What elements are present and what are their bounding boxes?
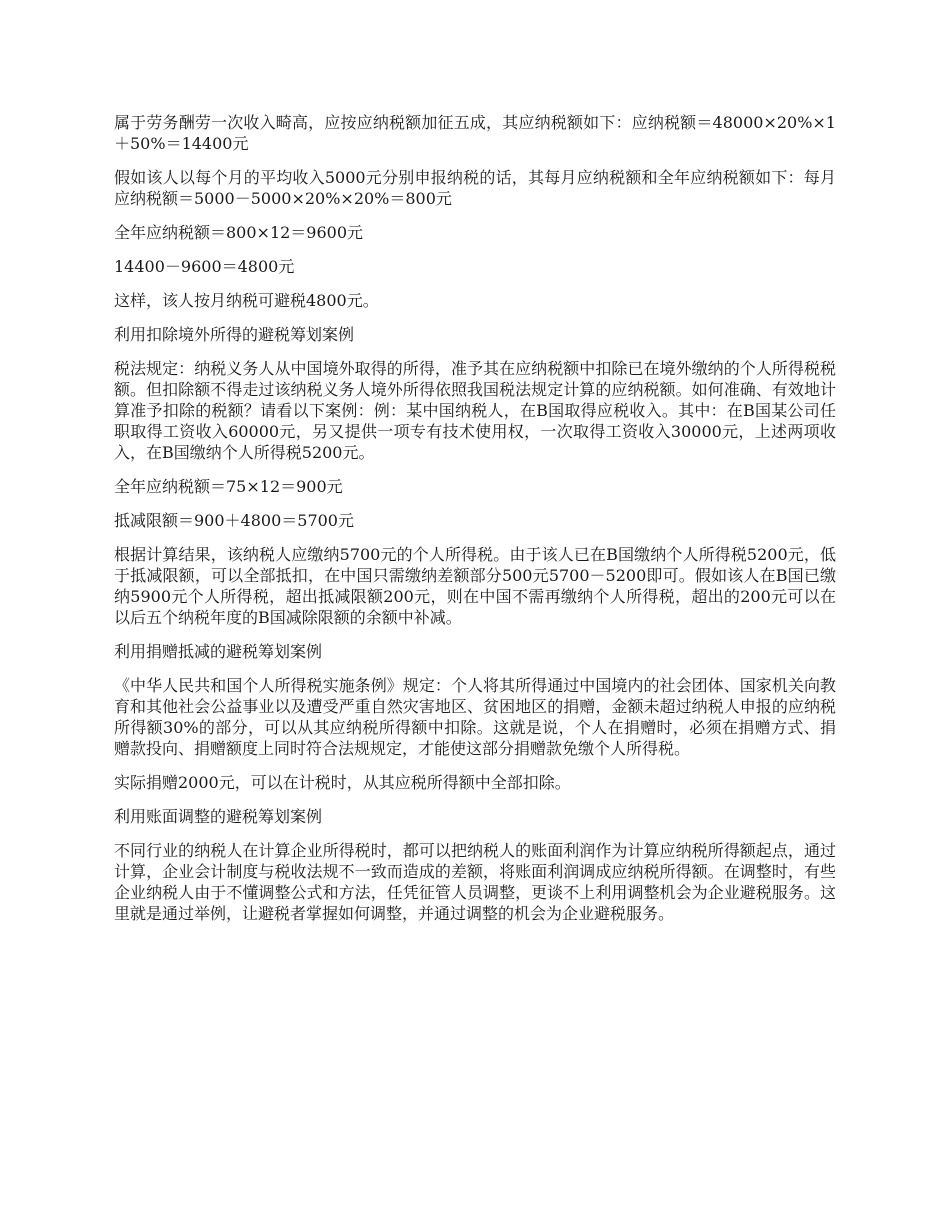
paragraph-10: 根据计算结果，该纳税人应缴纳5700元的个人所得税。由于该人已在B国缴纳个人所得税5200元，低于抵减限额，可以全部抵扣，在中国只需缴纳差额部分500元5700－5200即可。假如该人在B国已缴纳5900元个人所得税，超出抵减限额200元，则在中国不需再缴纳个人所得税，超出的200元可以在以后五个纳税年度的B国减除限额的余额中补减。 [114, 545, 836, 627]
paragraph-2: 假如该人以每个月的平均收入5000元分别申报纳税的话，其每月应纳税额和全年应纳税额如下：每月应纳税额＝5000－5000×20%×20%＝800元 [114, 168, 836, 208]
paragraph-8: 全年应纳税额＝75×12＝900元 [114, 477, 343, 496]
paragraph-9: 抵减限额＝900＋4800＝5700元 [114, 511, 354, 530]
paragraph-7: 税法规定：纳税义务人从中国境外取得的所得，准予其在应纳税额中扣除已在境外缴纳的个人所得税税额。但扣除额不得走过该纳税义务人境外所得依照我国税法规定计算的应纳税额。如何准确、有效地计算准予扣除的税额？请看以下案例：例：某中国纳税人，在B国取得应税收入。其中：在B国某公司任职取得工资收入60000元，另又提供一项专有技术使用权，一次取得工资收入30000元，上述两项收入，在B国缴纳个人所得税5200元。 [114, 359, 836, 462]
section-heading-foreign-income: 利用扣除境外所得的避税筹划案例 [114, 325, 355, 344]
paragraph-12: 《中华人民共和国个人所得税实施条例》规定：个人将其所得通过中国境内的社会团体、国家机关向教育和其他社会公益事业以及遭受严重自然灾害地区、贫困地区的捐赠，金额未超过纳税人申报的应纳税所得额30%的部分，可以从其应纳税所得额中扣除。这就是说，个人在捐赠时，必须在捐赠方式、捐赠款投向、捐赠额度上同时符合法规规定，才能使这部分捐赠款免缴个人所得税。 [114, 676, 836, 758]
paragraph-1: 属于劳务酬劳一次收入畸高，应按应纳税额加征五成，其应纳税额如下：应纳税额＝48000×20%×1＋50%＝14400元 [114, 113, 836, 153]
paragraph-3: 全年应纳税额＝800×12＝9600元 [114, 223, 364, 242]
section-heading-donation: 利用捐赠抵减的避税筹划案例 [114, 642, 323, 661]
paragraph-5: 这样，该人按月纳税可避税4800元。 [114, 291, 379, 310]
paragraph-13: 实际捐赠2000元，可以在计税时，从其应税所得额中全部扣除。 [114, 773, 571, 792]
paragraph-4: 14400－9600＝4800元 [114, 257, 295, 276]
paragraph-15: 不同行业的纳税人在计算企业所得税时，都可以把纳税人的账面利润作为计算应纳税所得额起点，通过计算，企业会计制度与税收法规不一致而造成的差额，将账面利润调成应纳税所得额。在调整时，有些企业纳税人由于不懂调整公式和方法，任凭征管人员调整，更谈不上利用调整机会为企业避税服务。这里就是通过举例，让避税者掌握如何调整，并通过调整的机会为企业避税服务。 [114, 841, 836, 923]
section-heading-book-adjustment: 利用账面调整的避税筹划案例 [114, 807, 323, 826]
